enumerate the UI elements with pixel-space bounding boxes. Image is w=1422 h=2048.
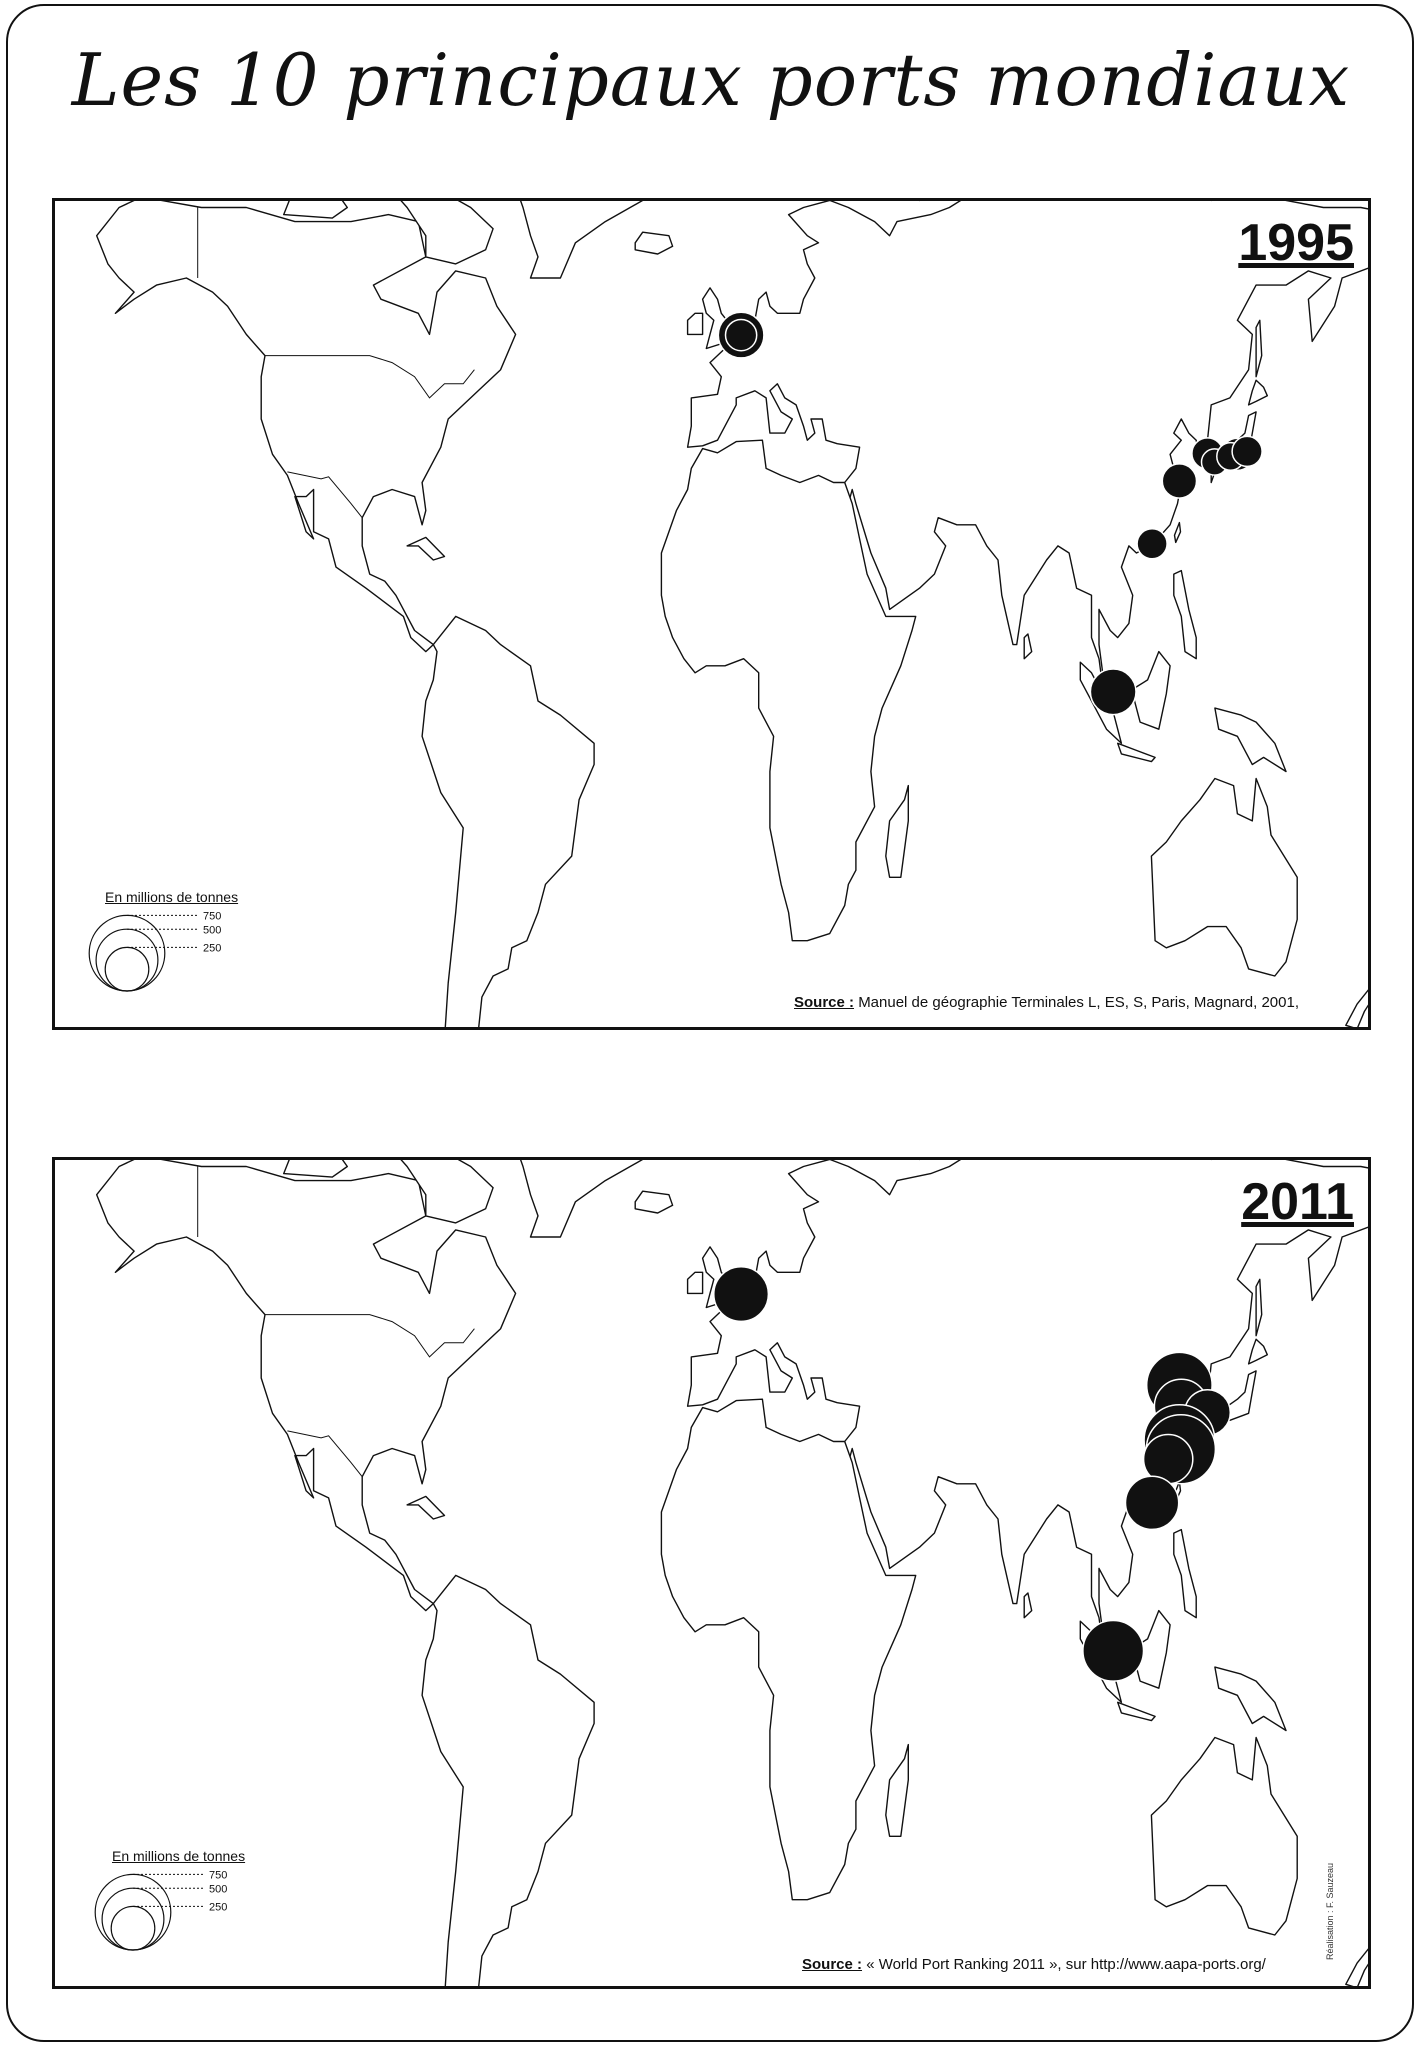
legend-value: 500: [203, 924, 222, 937]
landmass-sakhalin: [1256, 320, 1262, 376]
port-circle: [1083, 1621, 1144, 1682]
world-map-1995: [55, 201, 1368, 1027]
landmass-greenland: [463, 1160, 658, 1237]
landmass-victoria-is: [284, 1160, 348, 1177]
landmass-cuba: [407, 537, 444, 560]
legend-value: 250: [203, 942, 222, 955]
landmass-north-america: [97, 1160, 516, 1611]
legend-circles: [85, 909, 255, 999]
landmass-new-zealand-south: [1346, 1949, 1368, 1986]
map-panel-1995: [52, 198, 1371, 1030]
port-circle: [1090, 669, 1136, 715]
landmass-new-guinea: [1215, 1667, 1286, 1730]
source-label: Source :: [794, 994, 855, 1011]
landmass-sri-lanka: [1024, 1593, 1032, 1618]
world-map-2011: [55, 1160, 1368, 1986]
landmass-madagascar: [886, 786, 909, 878]
landmass-australia: [1151, 779, 1297, 977]
landmass-ireland: [688, 313, 703, 334]
legend-circle: [96, 929, 158, 991]
landmass-greenland: [463, 201, 658, 278]
legend-title: En millions de tonnes: [105, 889, 239, 905]
port-circle: [1126, 1476, 1179, 1529]
legend-circle: [95, 1874, 171, 1950]
legend-value: 750: [203, 910, 222, 923]
landmass-philippines: [1174, 571, 1196, 659]
legend-value: 500: [209, 1883, 228, 1896]
landmass-madagascar: [886, 1745, 909, 1837]
source-label: Source :: [802, 1956, 863, 1973]
landmass-java: [1118, 1702, 1155, 1720]
port-circle: [726, 320, 757, 351]
legend-circles: [91, 1868, 261, 1958]
landmass-sakhalin: [1256, 1279, 1262, 1335]
landmass-victoria-is: [284, 201, 348, 218]
landmass-java: [1118, 743, 1155, 761]
legend-circle: [102, 1888, 164, 1950]
landmass-iceland: [635, 1191, 672, 1213]
landmass-taiwan: [1175, 523, 1181, 543]
source-text: Manuel de géographie Terminales L, ES, S, Paris, Magnard, 2001,: [858, 994, 1300, 1011]
legend-value: 250: [209, 1901, 228, 1914]
legend-circle: [111, 1906, 155, 1950]
legend-value: 750: [209, 1869, 228, 1882]
port-circle: [714, 1267, 769, 1322]
landmass-ireland: [688, 1272, 703, 1293]
map-year: 2011: [1241, 1173, 1354, 1231]
landmass-australia: [1151, 1738, 1297, 1936]
author-credit: Réalisation : F. Sauzeau: [1325, 1862, 1335, 1960]
legend-title: En millions de tonnes: [112, 1848, 246, 1864]
port-circle: [1162, 464, 1196, 498]
source-line: [802, 1956, 1266, 1973]
port-circle: [1232, 436, 1262, 466]
map-panel-2011: [52, 1157, 1371, 1989]
landmass-iceland: [635, 232, 672, 254]
landmass-hokkaido: [1249, 1339, 1268, 1364]
map-year: 1995: [1238, 214, 1354, 272]
landmass-south-america: [422, 1575, 594, 1986]
legend-circle: [89, 915, 165, 991]
landmass-sri-lanka: [1024, 634, 1032, 659]
landmass-south-america: [422, 616, 594, 1027]
landmass-hokkaido: [1249, 380, 1268, 405]
source-line: [794, 994, 1299, 1011]
legend-circle: [105, 947, 149, 991]
page-title: Les 10 principaux ports mondiaux: [71, 38, 1351, 122]
source-text: « World Port Ranking 2011 », sur http://www.aapa-ports.org/: [866, 1956, 1266, 1973]
landmass-new-guinea: [1215, 708, 1286, 771]
landmass-borneo: [1133, 652, 1170, 730]
landmass-philippines: [1174, 1530, 1196, 1618]
landmass-north-america: [97, 201, 516, 652]
port-circle: [1137, 529, 1167, 559]
landmass-cuba: [407, 1496, 444, 1519]
landmass-new-zealand-south: [1346, 990, 1368, 1027]
